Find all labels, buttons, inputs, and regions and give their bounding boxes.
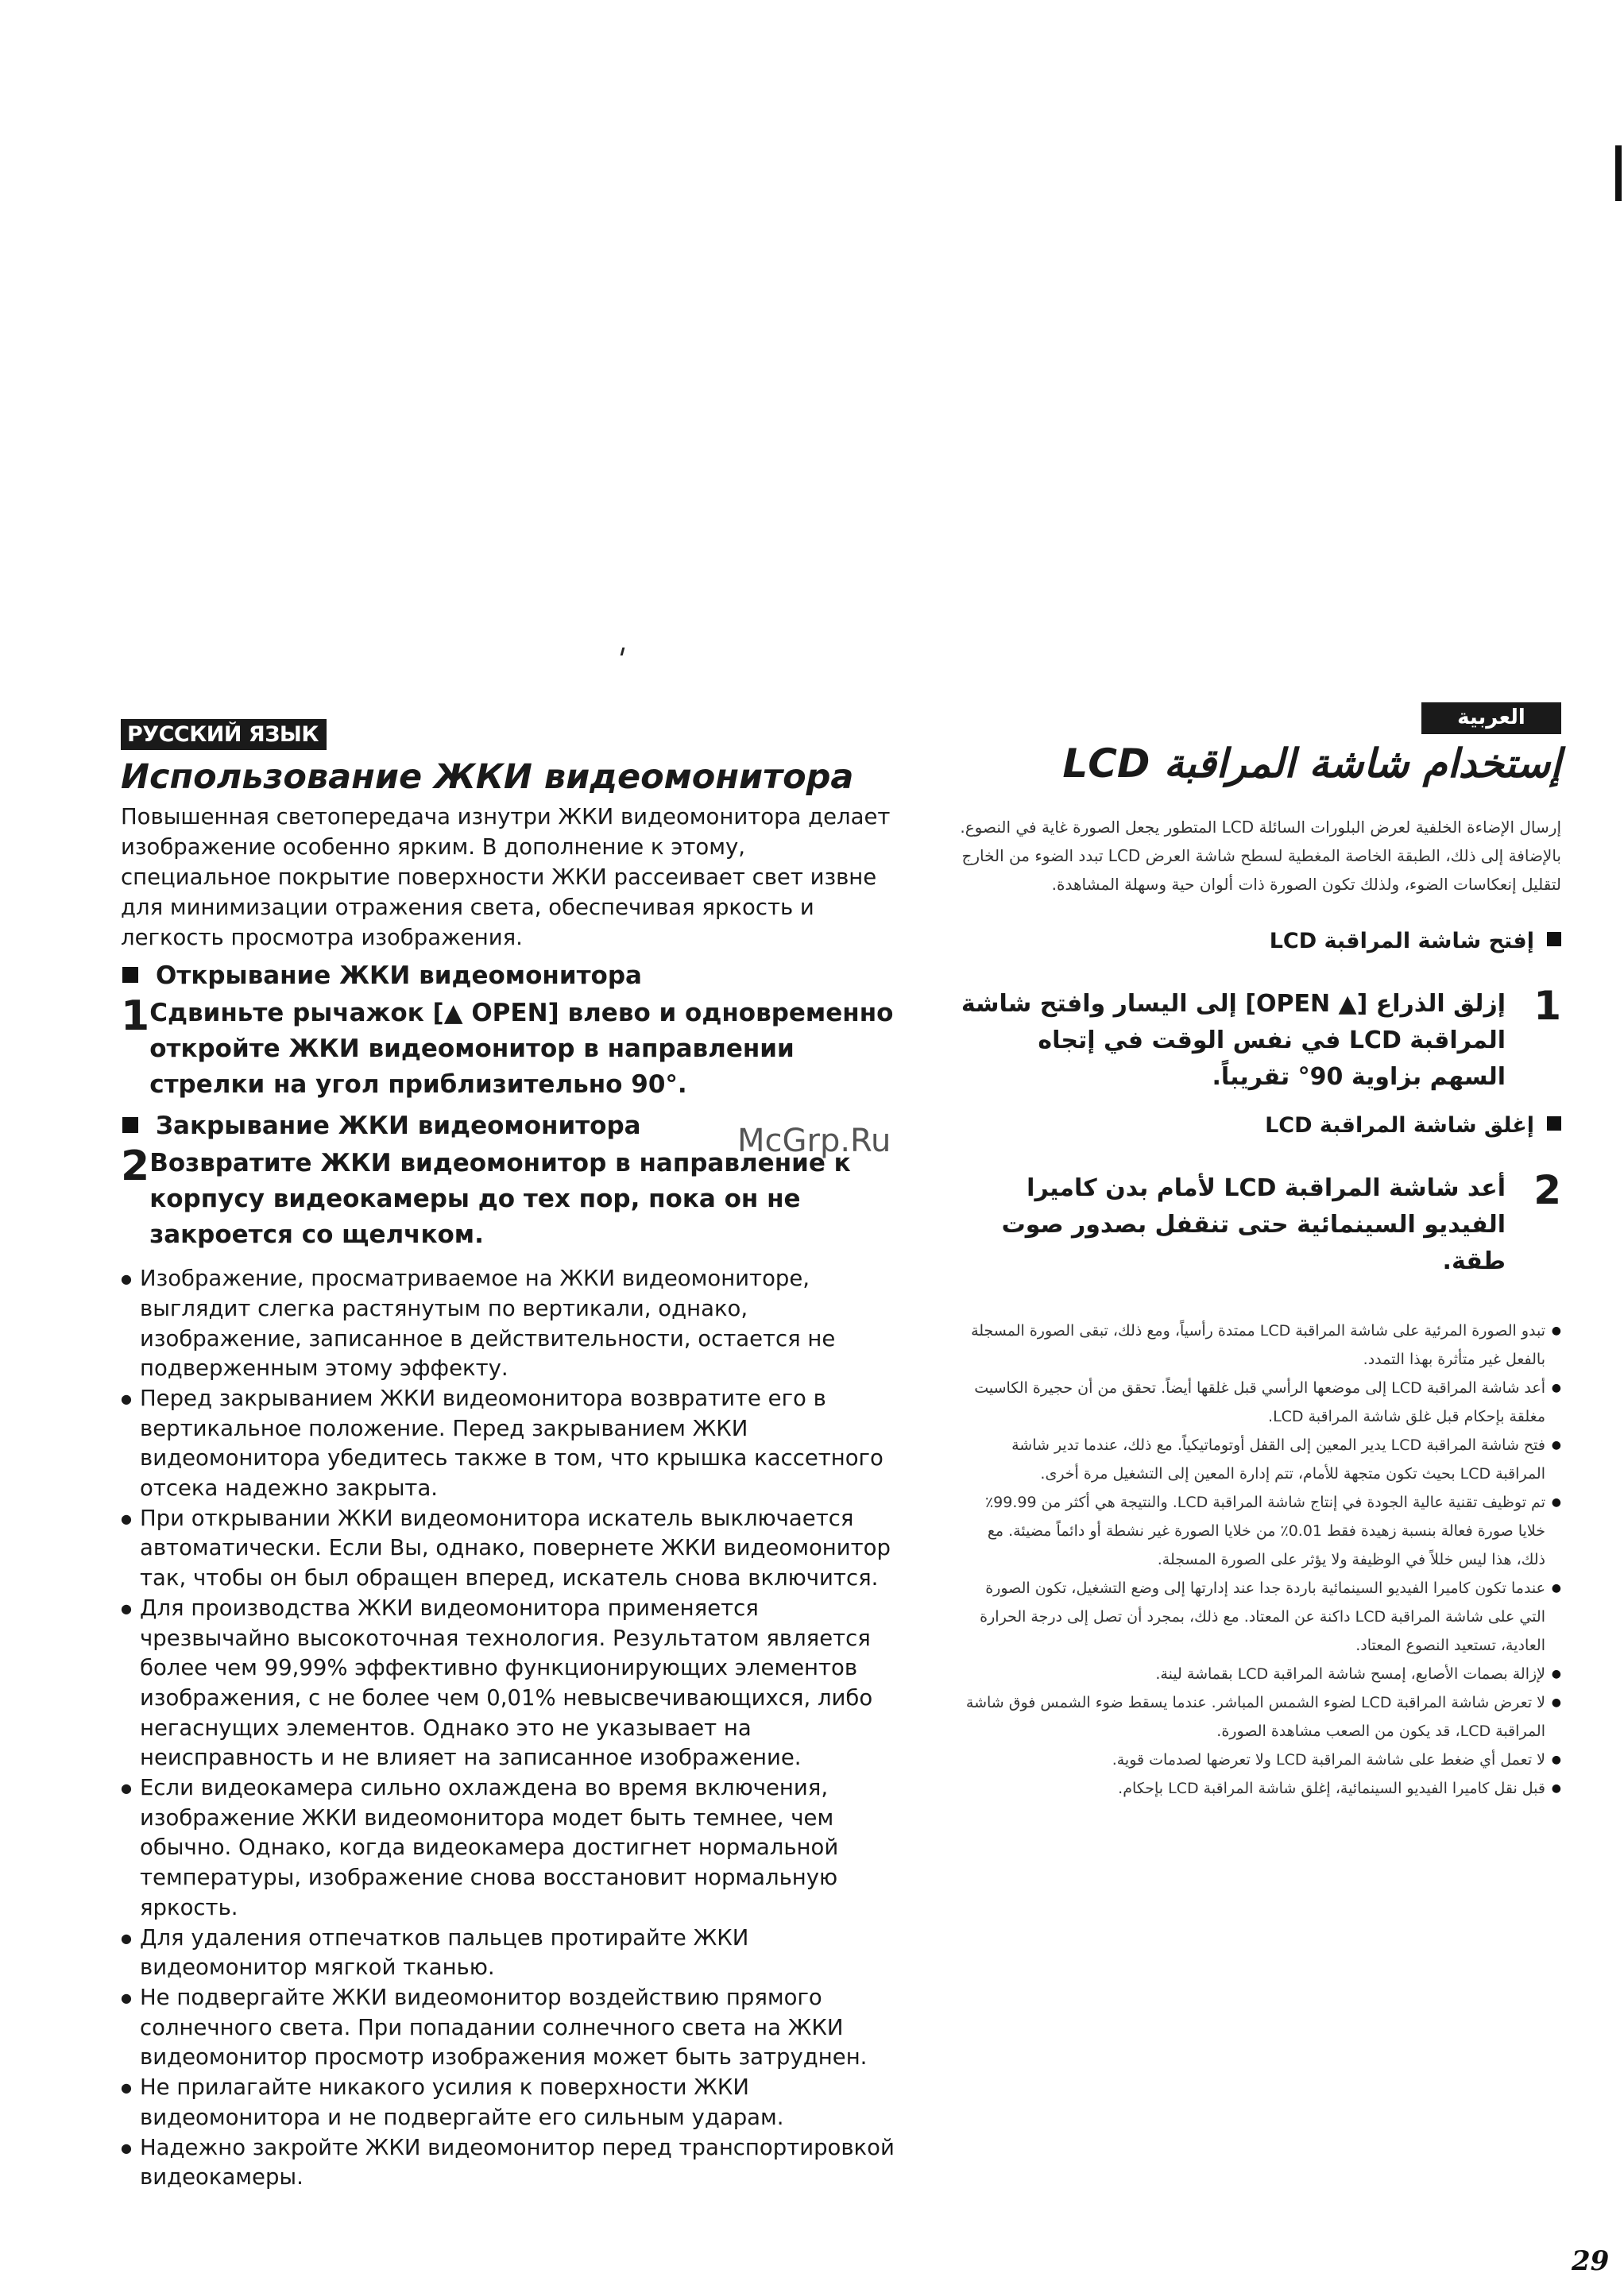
note-item: ● قبل نقل كاميرا الفيديو السينمائية، إغلق شاشة المراقبة LCD بإحكام. bbox=[957, 1774, 1561, 1803]
arabic-section-open-label: إفتح شاشة المراقبة LCD bbox=[1269, 929, 1534, 953]
step-number: 2 bbox=[1533, 1167, 1561, 1213]
note-item: ● Не подвергайте ЖКИ видеомонитор воздействию прямого солнечного света. При попадании солнечного света на ЖКИ видеомонитор просмотр изображения может быть затруднен. bbox=[121, 1983, 899, 2073]
arabic-section-open bbox=[957, 927, 1561, 956]
note-item: ● لا تعرض شاشة المراقبة LCD لضوء الشمس المباشر. عندما يسقط ضوء الشمس فوق شاشة المراقبة LCD، قد يكون من الصعب مشاهدة الصورة. bbox=[957, 1688, 1561, 1746]
page-edge-mark bbox=[1615, 145, 1622, 201]
arabic-column bbox=[957, 702, 1561, 1803]
russian-section-close-label: Закрывание ЖКИ видеомонитора bbox=[156, 1112, 641, 1141]
arabic-title: إستخدام شاشة المراقبة LCD bbox=[1062, 740, 1561, 787]
russian-language-tag: РУССКИЙ ЯЗЫК bbox=[121, 719, 327, 750]
square-bullet-icon bbox=[1547, 1116, 1561, 1131]
step-text: Возвратите ЖКИ видеомонитор в направление к корпусу видеокамеры до тех пор, пока он не закроется со щелчком. bbox=[149, 1149, 851, 1250]
square-bullet-icon bbox=[1547, 932, 1561, 946]
note-item: ● Перед закрыванием ЖКИ видеомонитора возвратите его в вертикальное положение. Перед закрыванием ЖКИ видеомонитора убедитесь также в том, что крышка кассетного отсека надежно закрыта. bbox=[121, 1384, 899, 1504]
arabic-section-close bbox=[957, 1112, 1561, 1140]
note-item: ● فتح شاشة المراقبة LCD يدير المعين إلى القفل أوتوماتيكياً. مع ذلك، عندما تدير شاشة المراقبة LCD بحيث تكون متجهة للأمام، تتم إدارة المعين إلى التشغيل مرة أخرى. bbox=[957, 1431, 1561, 1488]
page-number: 29 bbox=[1572, 2245, 1610, 2277]
note-item: ● Надежно закройте ЖКИ видеомонитор перед транспортировкой видеокамеры. bbox=[121, 2133, 899, 2193]
arabic-intro: إرسال الإضاءة الخلفية لعرض البلورات السائلة LCD المتطور يجعل الصورة غاية في النصوع. بالإضافة إلى ذلك، الطبقة الخاصة المغطية لسطح شاشة العرض LCD تبدد الضوء من الخارج لتقليل إنعكاسات الضوء، ولذلك تكون الصورة ذات ألوان حية وسهلة المشاهدة. bbox=[960, 818, 1561, 894]
arabic-step-2 bbox=[957, 1167, 1561, 1280]
russian-column bbox=[121, 719, 899, 2193]
step-number: 1 bbox=[121, 992, 150, 1041]
watermark: McGrp.Ru bbox=[737, 1123, 891, 1159]
step-text: أعد شاشة المراقبة LCD لأمام بدن كاميرا الفيديو السينمائية حتى تنقفل بصدور صوت طقة. bbox=[1001, 1174, 1506, 1275]
square-bullet-icon bbox=[122, 1117, 138, 1133]
arabic-section-close-label: إغلق شاشة المراقبة LCD bbox=[1265, 1113, 1534, 1138]
note-item: ● При открывании ЖКИ видеомонитора искатель выключается автоматически. Если Вы, однако, повернете ЖКИ видеомонитор так, чтобы он был обращен вперед, искатель снова включится. bbox=[121, 1504, 899, 1594]
note-item: ● Изображение, просматриваемое на ЖКИ видеомониторе, выглядит слегка растянутым по вертикали, однако, изображение, записанное в действительности, остается не подверженным этому эффекту. bbox=[121, 1264, 899, 1384]
step-text: Сдвиньте рычажок [▲ OPEN] влево и одновременно откройте ЖКИ видеомонитор в направлении стрелки на угол приблизительно 90°. bbox=[149, 999, 894, 1100]
note-item: ● عندما تكون كاميرا الفيديو السينمائية باردة جدا عند إدارتها إلى وضع التشغيل، تكون الصورة التي على شاشة المراقبة LCD داكنة عن المعتاد. مع ذلك، بمجرد أن تصل إلى درجة الحرارة العادية، تستعيد النصوع المعتاد. bbox=[957, 1574, 1561, 1660]
scan-speck bbox=[621, 648, 625, 655]
step-number: 1 bbox=[1533, 983, 1561, 1029]
arabic-step-1 bbox=[957, 983, 1561, 1096]
note-item: ● لا تعمل أي ضغط على شاشة المراقبة LCD ولا تعرضها لصدمات قوية. bbox=[957, 1746, 1561, 1774]
russian-title: Использование ЖКИ видеомонитора bbox=[121, 756, 854, 797]
note-item: ● لإزالة بصمات الأصابع، إمسح شاشة المراقبة LCD بقماشة لينة. bbox=[957, 1660, 1561, 1688]
note-item: ● تبدو الصورة المرئية على شاشة المراقبة LCD ممتدة رأسياً، ومع ذلك، تبقى الصورة المسجلة بالفعل غير متأثرة بهذا التمدد. bbox=[957, 1317, 1561, 1374]
russian-section-open-label: Открывание ЖКИ видеомонитора bbox=[156, 961, 642, 991]
russian-intro: Повышенная светопередача изнутри ЖКИ видеомонитора делает изображение особенно ярким. В дополнение к этому, специальное покрытие поверхности ЖКИ рассеивает свет извне для минимизации отражения света, обеспечивая яркость и легкость просмотра изображения. bbox=[121, 804, 891, 951]
note-item: ● تم توظيف تقنية عالية الجودة في إنتاج شاشة المراقبة LCD. والنتيجة هي أكثر من 99.99٪ خلايا صورة فعالة بنسبة زهيدة فقط 0.01٪ من خلايا الصورة غير نشطة أو دائماً مضيئة. مع ذلك، هذا ليس خللاً في الوظيفة ولا يؤثر على الصورة المسجلة. bbox=[957, 1488, 1561, 1574]
russian-notes bbox=[121, 1264, 899, 2193]
note-item: ● أعد شاشة المراقبة LCD إلى موضعها الرأسي قبل غلقها أيضاً. تحقق من أن حجيرة الكاسيت مغلقة بإحكام قبل غلق شاشة المراقبة LCD. bbox=[957, 1374, 1561, 1431]
russian-section-open bbox=[121, 959, 899, 992]
step-text: إزلق الذراع [▲ OPEN] إلى اليسار وافتح شاشة المراقبة LCD في نفس الوقت في إتجاه السهم بزاوية 90° تقريباً. bbox=[961, 990, 1506, 1091]
square-bullet-icon bbox=[122, 967, 138, 983]
note-item: ● Для удаления отпечатков пальцев протирайте ЖКИ видеомонитор мягкой тканью. bbox=[121, 1924, 899, 1983]
note-item: ● Если видеокамера сильно охлаждена во время включения, изображение ЖКИ видеомонитора модет быть темнее, чем обычно. Однако, когда видеокамера достигнет нормальной температуры, изображение снова восстановит нормальную яркость. bbox=[121, 1773, 899, 1924]
arabic-notes bbox=[957, 1317, 1561, 1803]
note-item: ● Для производства ЖКИ видеомонитора применяется чрезвычайно высокоточная технология. Результатом является более чем 99,99% эффективно функционирующих элементов изображения, с не более чем 0,01% невысвечивающихся, либо негаснущих элементов. Однако это не указывает на неисправность и не влияет на записанное изображение. bbox=[121, 1594, 899, 1773]
russian-step-1 bbox=[121, 992, 899, 1103]
arabic-language-tag: العربية bbox=[1421, 702, 1561, 734]
russian-step-2 bbox=[121, 1143, 899, 1253]
step-number: 2 bbox=[121, 1143, 150, 1191]
note-item: ● Не прилагайте никакого усилия к поверхности ЖКИ видеомонитора и не подвергайте его сильным ударам. bbox=[121, 2073, 899, 2132]
